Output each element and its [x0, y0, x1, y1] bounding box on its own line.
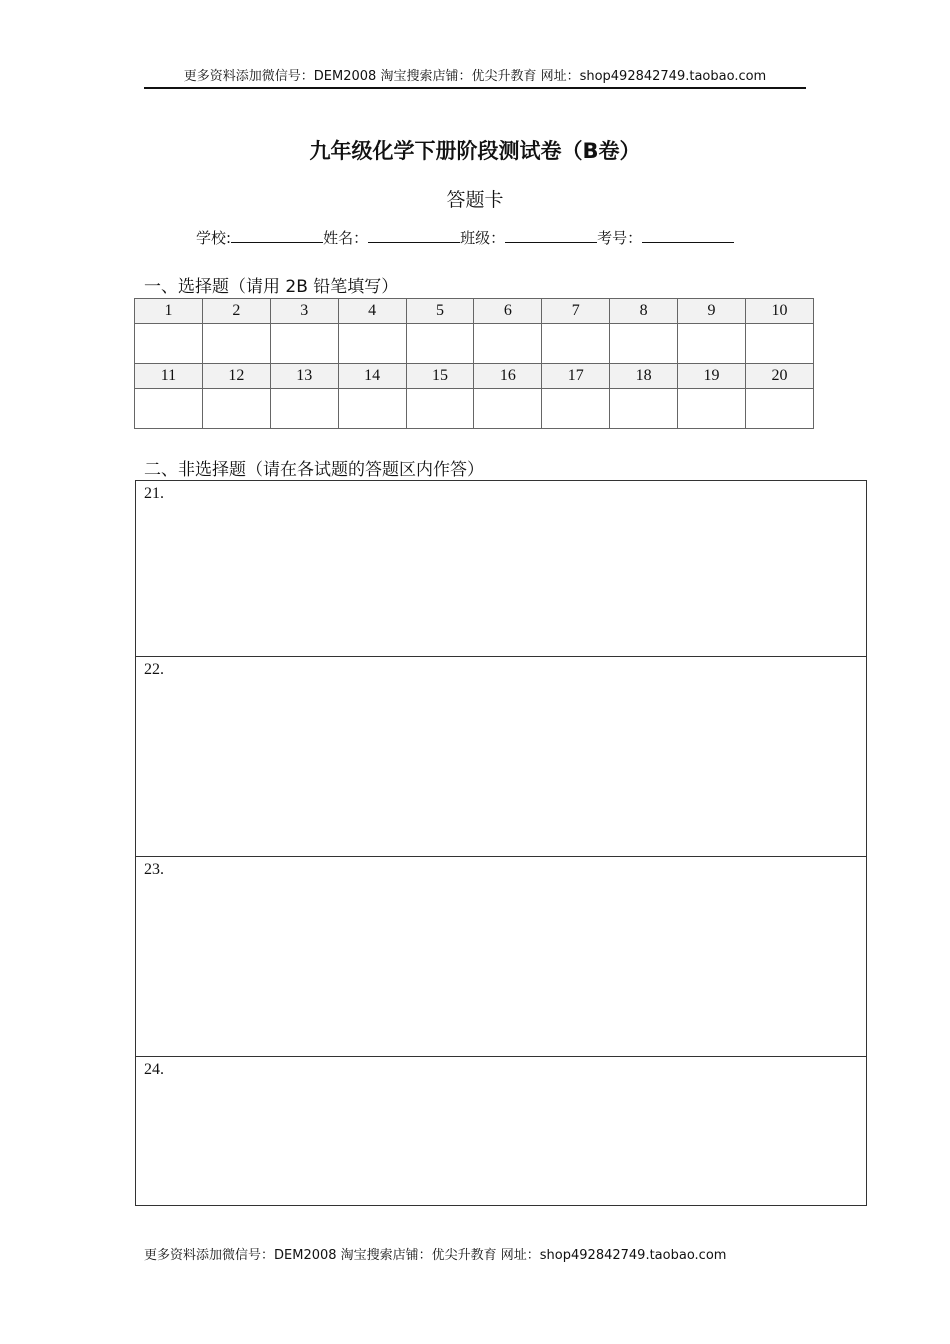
page-footer: 更多资料添加微信号：DEM2008 淘宝搜索店铺：优尖升教育 网址：shop492842749.taobao.com — [144, 1248, 727, 1263]
answer-area-21[interactable] — [135, 480, 867, 657]
question-number-cell: 7 — [542, 299, 610, 324]
answer-cell[interactable] — [610, 324, 678, 364]
question-number-cell: 9 — [678, 299, 746, 324]
page-title: 九年级化学下册阶段测试卷（B卷） — [309, 139, 641, 163]
answer-cell[interactable] — [338, 389, 406, 429]
question-number-cell: 12 — [202, 364, 270, 389]
question-number-cell: 17 — [542, 364, 610, 389]
question-number-cell: 6 — [474, 299, 542, 324]
class-blank[interactable] — [505, 228, 597, 243]
answer-area-23[interactable] — [135, 856, 867, 1057]
answer-row — [135, 324, 814, 364]
question-number-label: 21. — [144, 485, 164, 502]
answer-cell[interactable] — [746, 324, 814, 364]
answer-cell[interactable] — [542, 324, 610, 364]
answer-cell[interactable] — [678, 389, 746, 429]
question-number-cell: 19 — [678, 364, 746, 389]
multiple-choice-grid — [134, 298, 814, 429]
question-number-cell: 1 — [135, 299, 203, 324]
name-label: 姓名： — [323, 229, 369, 247]
question-number-row — [135, 364, 814, 389]
section-free-response-title: 二、非选择题（请在各试题的答题区内作答） — [144, 460, 484, 480]
answer-cell[interactable] — [202, 389, 270, 429]
answer-cell[interactable] — [202, 324, 270, 364]
question-number-cell: 10 — [746, 299, 814, 324]
exam-number-blank[interactable] — [642, 228, 734, 243]
answer-cell[interactable] — [610, 389, 678, 429]
question-number-cell: 14 — [338, 364, 406, 389]
exam-number-label: 考号： — [597, 229, 643, 247]
question-number-label: 24. — [144, 1061, 164, 1078]
answer-cell[interactable] — [746, 389, 814, 429]
answer-cell[interactable] — [406, 324, 474, 364]
name-blank[interactable] — [368, 228, 460, 243]
student-info-line — [196, 228, 734, 248]
question-number-cell: 13 — [270, 364, 338, 389]
question-number-cell: 20 — [746, 364, 814, 389]
answer-cell[interactable] — [270, 389, 338, 429]
answer-cell[interactable] — [474, 324, 542, 364]
class-label: 班级： — [460, 229, 506, 247]
question-number-cell: 8 — [610, 299, 678, 324]
answer-cell[interactable] — [270, 324, 338, 364]
answer-cell[interactable] — [542, 389, 610, 429]
question-number-cell: 5 — [406, 299, 474, 324]
question-number-cell: 16 — [474, 364, 542, 389]
answer-row — [135, 389, 814, 429]
question-number-cell: 18 — [610, 364, 678, 389]
answer-cell[interactable] — [338, 324, 406, 364]
question-number-cell: 4 — [338, 299, 406, 324]
answer-area-24[interactable] — [135, 1056, 867, 1206]
school-blank[interactable] — [231, 228, 323, 243]
answer-cell[interactable] — [406, 389, 474, 429]
answer-sheet-subtitle: 答题卡 — [446, 189, 504, 211]
question-number-label: 22. — [144, 661, 164, 678]
answer-cell[interactable] — [135, 389, 203, 429]
answer-cell[interactable] — [678, 324, 746, 364]
question-number-cell: 2 — [202, 299, 270, 324]
answer-cell[interactable] — [135, 324, 203, 364]
page-header: 更多资料添加微信号：DEM2008 淘宝搜索店铺：优尖升教育 网址：shop492842749.taobao.com — [144, 68, 806, 89]
question-number-row — [135, 299, 814, 324]
question-number-label: 23. — [144, 861, 164, 878]
question-number-cell: 3 — [270, 299, 338, 324]
answer-area-22[interactable] — [135, 656, 867, 857]
question-number-cell: 11 — [135, 364, 203, 389]
answer-cell[interactable] — [474, 389, 542, 429]
section-multiple-choice-title: 一、选择题（请用 2B 铅笔填写） — [144, 277, 399, 297]
question-number-cell: 15 — [406, 364, 474, 389]
school-label: 学校: — [196, 229, 232, 247]
